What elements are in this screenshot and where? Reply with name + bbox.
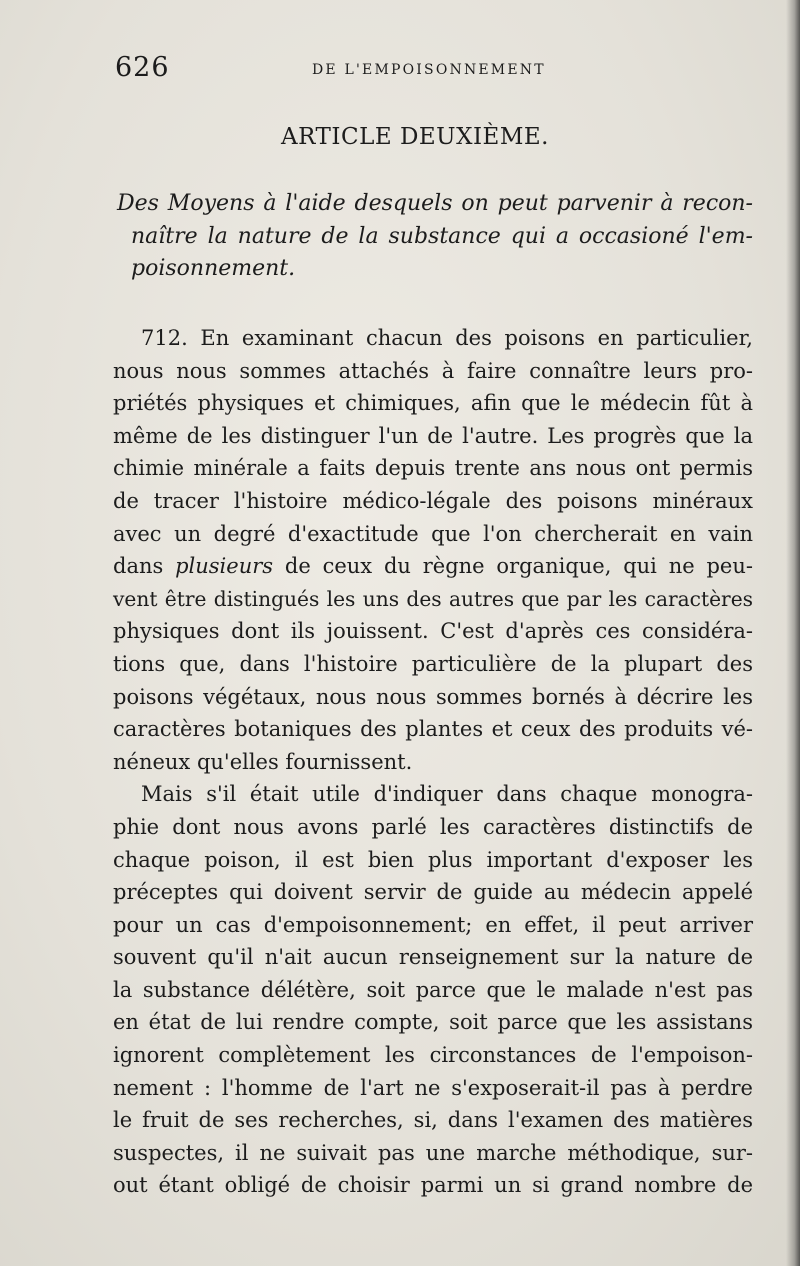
article-title: ARTICLE DEUXIÈME.: [281, 124, 549, 150]
body-line: out étant obligé de choisir parmi un si grand nombre de: [113, 1173, 753, 1198]
body-line: le fruit de ses recherches, si, dans l'examen des matières: [113, 1108, 753, 1133]
page-edge-shadow: [786, 0, 800, 1266]
running-head: DE L'EMPOISONNEMENT: [312, 62, 546, 78]
body-line: ignorent complètement les circonstances de l'empoison-: [113, 1043, 753, 1068]
body-line: même de les distinguer l'un de l'autre. Les progrès que la: [113, 423, 753, 448]
body-line: poisons végétaux, nous nous sommes bornés à décrire les: [113, 684, 753, 709]
body-line: phie dont nous avons parlé les caractères distinctifs de: [113, 814, 753, 839]
body-line: préceptes qui doivent servir de guide au médecin appelé: [113, 880, 753, 905]
body-line: avec un degré d'exactitude que l'on chercherait en vain: [113, 521, 753, 546]
body-line: dans plusieurs de ceux du règne organique, qui ne peu-: [113, 554, 753, 579]
body-text: [113, 322, 753, 1202]
body-line: physiques dont ils jouissent. C'est d'après ces considéra-: [113, 619, 753, 644]
body-line: souvent qu'il n'ait aucun renseignement sur la nature de: [113, 945, 753, 970]
body-line: caractères botaniques des plantes et ceux des produits vé-: [113, 717, 753, 742]
subtitle-line: poisonnement.: [131, 256, 296, 282]
article-subtitle: [117, 188, 753, 286]
page-header: [115, 52, 755, 92]
body-line: nement : l'homme de l'art ne s'exposerait-il pas à perdre: [113, 1075, 753, 1100]
body-line: suspectes, il ne suivait pas une marche méthodique, sur-: [113, 1140, 753, 1165]
body-line: nous nous sommes attachés à faire connaître leurs pro-: [113, 358, 753, 383]
subtitle-line: Des Moyens à l'aide desquels on peut parvenir à recon-: [117, 191, 753, 216]
body-line: pour un cas d'empoisonnement; en effet, il peut arriver: [113, 912, 753, 937]
subtitle-line: naître la nature de la substance qui a occasioné l'em-: [131, 223, 753, 249]
page-number: 626: [115, 52, 170, 83]
body-line: la substance délétère, soit parce que le malade n'est pas: [113, 977, 753, 1002]
body-line: chimie minérale a faits depuis trente ans nous ont permis: [113, 456, 753, 481]
body-line: priétés physiques et chimiques, afin que le médecin fût à: [113, 391, 753, 416]
body-line: vent être distingués les uns des autres que par les caractères: [113, 586, 753, 611]
body-line: chaque poison, il est bien plus important d'exposer les: [113, 847, 753, 872]
body-line: 712. En examinant chacun des poisons en particulier,: [141, 326, 753, 350]
body-line: en état de lui rendre compte, soit parce que les assistans: [113, 1010, 753, 1035]
body-line: de tracer l'histoire médico-légale des poisons minéraux: [113, 488, 753, 513]
body-line: Mais s'il était utile d'indiquer dans chaque monogra-: [141, 782, 753, 807]
body-line: néneux qu'elles fournissent.: [113, 749, 413, 774]
body-line: tions que, dans l'histoire particulière de la plupart des: [113, 651, 753, 676]
